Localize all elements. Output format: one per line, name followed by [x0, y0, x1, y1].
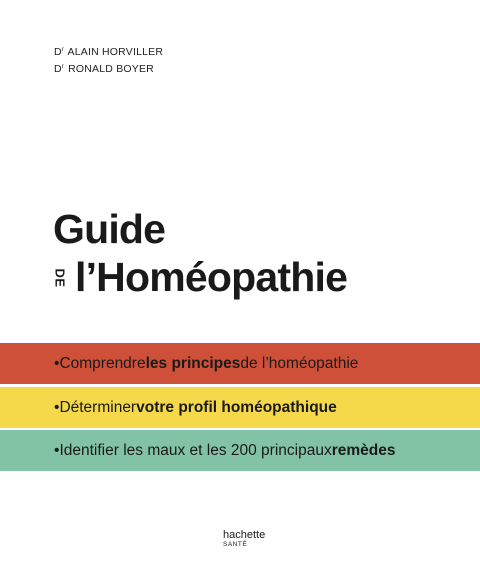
author-name: RONALD BOYER: [68, 63, 154, 75]
publisher-sub: SANTÉ: [223, 541, 248, 548]
title-de: DE: [52, 268, 68, 288]
publisher-logo: [223, 530, 265, 549]
book-title: [53, 207, 347, 299]
publisher-name: hachette: [223, 529, 266, 541]
band-principles: • Comprendre les principes de l’homéopathie: [0, 343, 480, 384]
author-name: ALAIN HORVILLER: [67, 46, 164, 58]
band-remedies: • Identifier les maux et les 200 principaux remèdes: [0, 430, 480, 471]
title-line2: [53, 255, 347, 299]
title-sub: l’Homéopathie: [75, 254, 348, 300]
authors: [54, 43, 163, 77]
title-main: Guide: [53, 206, 166, 252]
author-2: $D^r$ RONALD BOYER: [54, 63, 154, 75]
author-1: $D^r$ ALAIN HORVILLER: [54, 46, 164, 58]
band-profile: • Déterminer votre profil homéopathique: [0, 387, 480, 428]
